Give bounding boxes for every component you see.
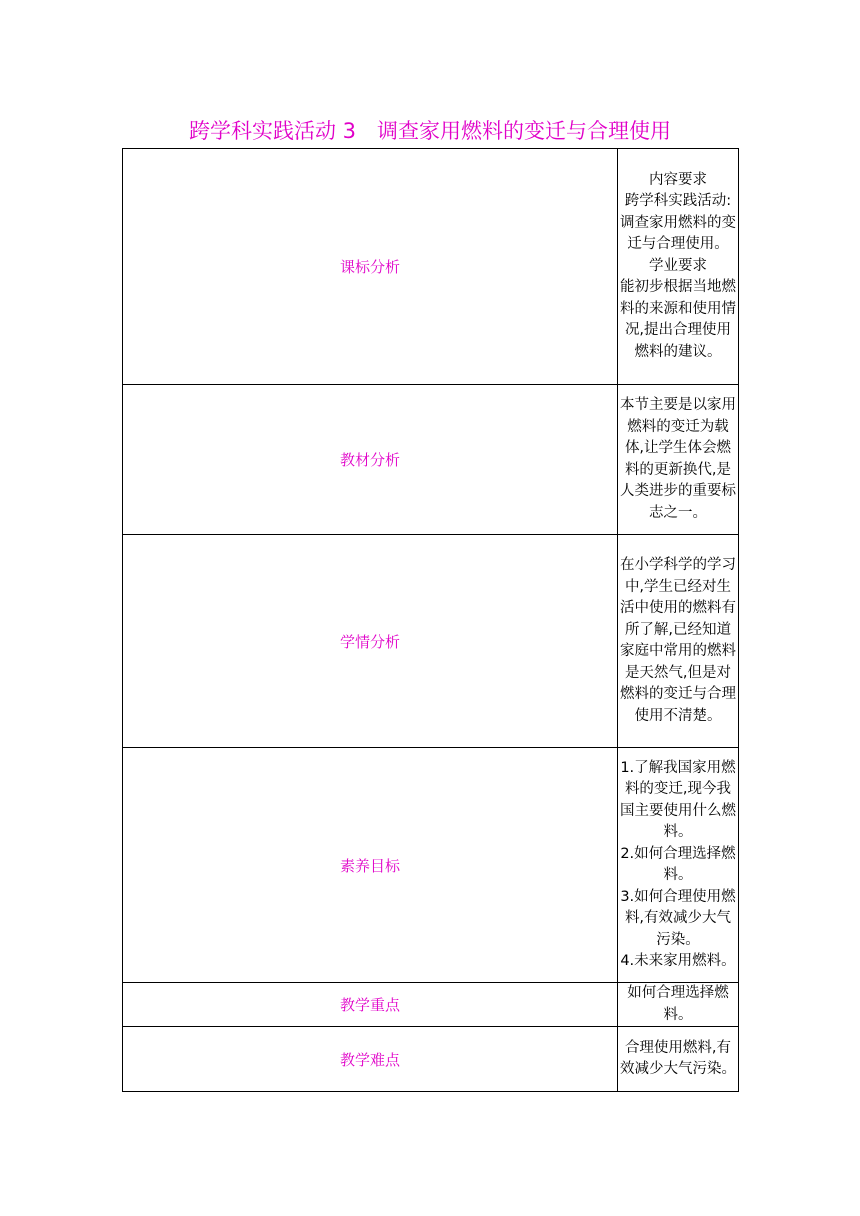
content-line: 能初步根据当地燃料的来源和使用情况,提出合理使用燃料的建议。 (620, 279, 736, 360)
content-line: 1.了解我国家用燃料的变迁,现今我国主要使用什么燃料。 (620, 759, 736, 840)
content-line: 3.如何合理使用燃料,有效减少大气污染。 (620, 888, 736, 948)
row-label: 学情分析 (123, 535, 618, 748)
row-content (618, 1027, 739, 1092)
content-line: 2.如何合理选择燃料。 (620, 845, 736, 883)
table-row-difficulties (123, 1027, 739, 1092)
row-label: 课标分析 (123, 149, 618, 385)
content-line: 内容要求 (649, 171, 707, 188)
table-row-students (123, 535, 739, 748)
row-label: 素养目标 (123, 748, 618, 983)
content-line: 跨学科实践活动:调查家用燃料的变迁与合理使用。 (620, 193, 736, 253)
content-line: 学业要求 (649, 257, 707, 274)
page-title: 跨学科实践活动 3 调查家用燃料的变迁与合理使用 (188, 119, 672, 143)
table-row-key-points (123, 983, 739, 1027)
content-line: 在小学科学的学习中,学生已经对生活中使用的燃料有所了解,已经知道家庭中常用的燃料是天然气,但是对燃料的变迁与合理使用不清楚。 (620, 557, 736, 724)
row-content (618, 535, 739, 748)
table-row-objectives (123, 748, 739, 983)
content-line: 如何合理选择燃料。 (627, 985, 729, 1023)
content-line: 合理使用燃料,有效减少大气污染。 (620, 1039, 736, 1077)
row-content (618, 748, 739, 983)
table-row-curriculum (123, 149, 739, 385)
row-content (618, 149, 739, 385)
content-line: 本节主要是以家用燃料的变迁为载体,让学生体会燃料的更新换代,是人类进步的重要标志之一。 (620, 397, 736, 521)
row-label: 教学难点 (123, 1027, 618, 1092)
content-line: 4.未来家用燃料。 (620, 953, 736, 969)
table-row-textbook (123, 385, 739, 535)
row-label: 教材分析 (123, 385, 618, 535)
row-content (618, 385, 739, 535)
lesson-plan-table (122, 148, 739, 1092)
row-content (618, 983, 739, 1027)
row-label: 教学重点 (123, 983, 618, 1027)
